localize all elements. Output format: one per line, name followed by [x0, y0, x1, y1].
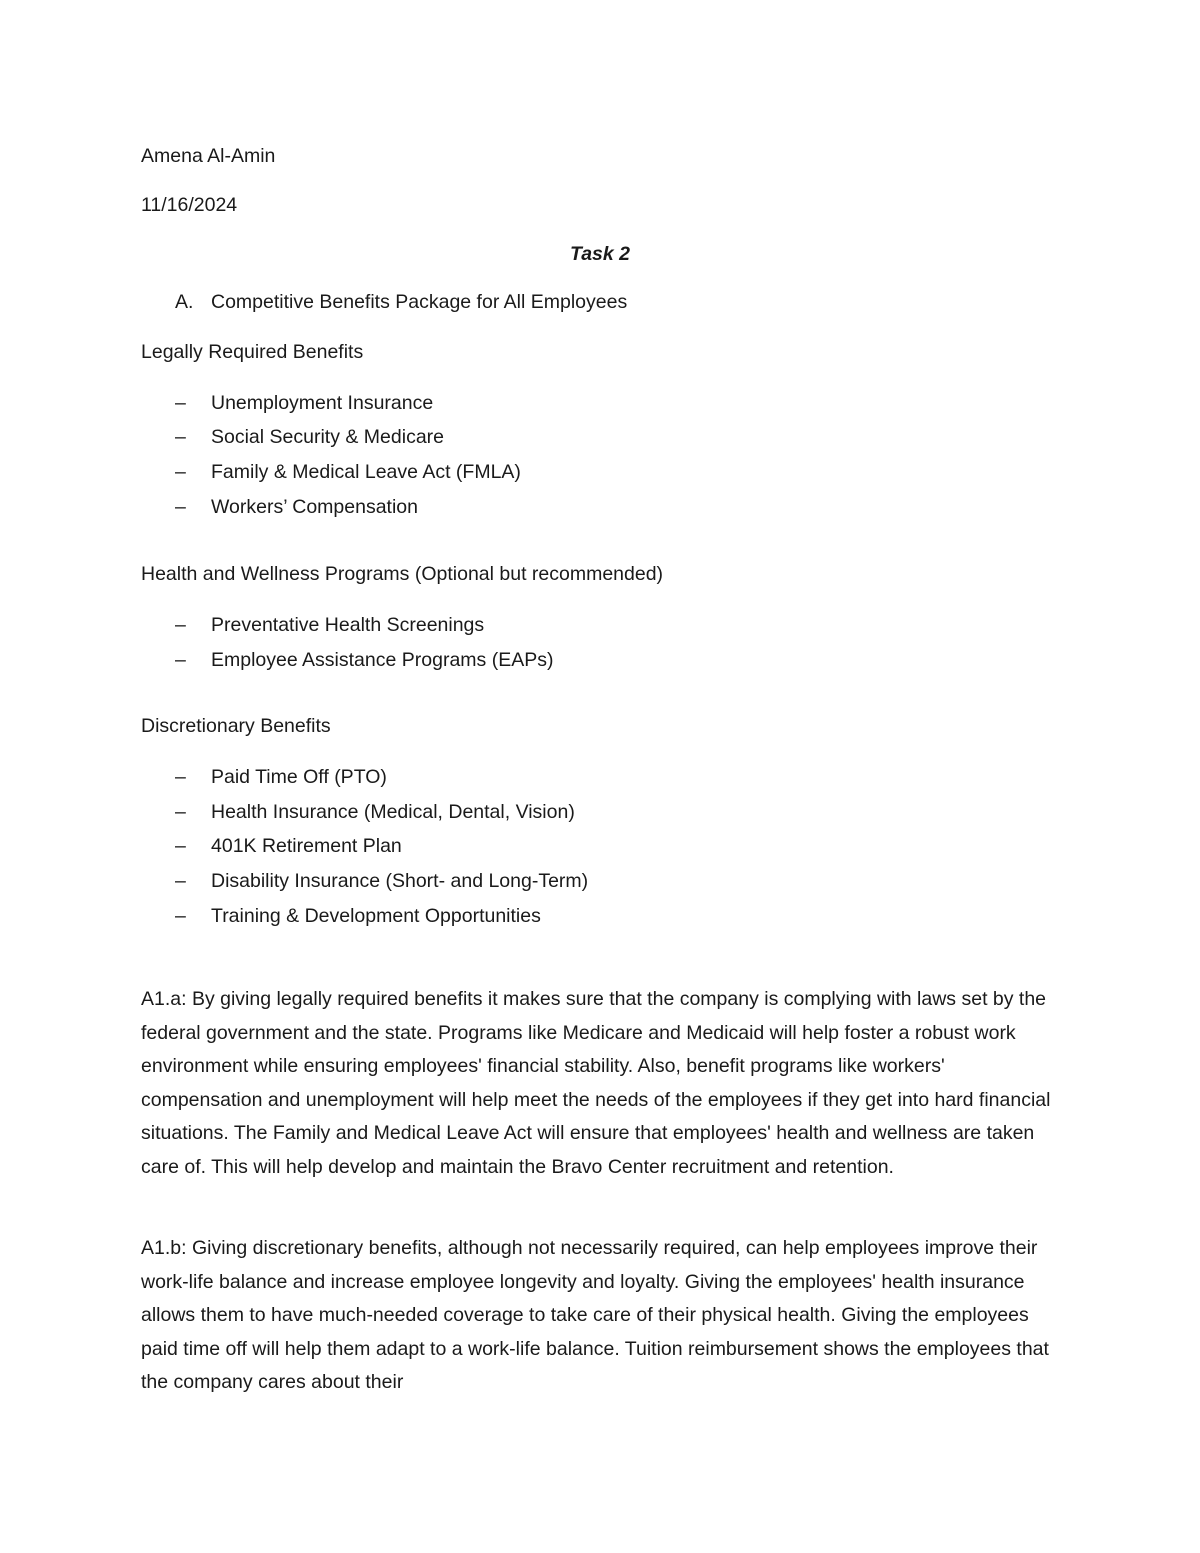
paragraph-a1b: A1.b: Giving discretionary benefits, although not necessarily required, can help employees improve their work-life balance and increase employee longevity and loyalty. Giving the employees' health insurance allows them to have much-needed coverage to take care of their physical health. Giving the employees paid time off will help them adapt to a work-life balance. Tuition reimbursement shows the employees that the company cares about their [141, 1237, 1049, 1393]
list-item-text: Training & Development Opportunities [211, 905, 541, 927]
list-item-text: Family & Medical Leave Act (FMLA) [211, 461, 521, 483]
bullet-dash: – [175, 649, 186, 671]
list-item-text: Unemployment Insurance [211, 392, 434, 414]
list-item-text: 401K Retirement Plan [211, 835, 402, 857]
section-a-title: Competitive Benefits Package for All Employees [211, 291, 628, 313]
bullet-dash: – [175, 426, 186, 448]
bullet-dash: – [175, 870, 186, 892]
bullet-dash: – [175, 392, 186, 414]
list-item-text: Disability Insurance (Short- and Long-Term) [211, 870, 589, 892]
bullet-dash: – [175, 496, 186, 518]
document-title: Task 2 [570, 243, 630, 265]
bullet-dash: – [175, 835, 186, 857]
list-item-text: Employee Assistance Programs (EAPs) [211, 649, 554, 671]
list-item-text: Health Insurance (Medical, Dental, Vision) [211, 801, 575, 823]
author-name: Amena Al-Amin [141, 145, 276, 167]
bullet-dash: – [175, 801, 186, 823]
document-date: 11/16/2024 [141, 194, 238, 216]
health-wellness-heading: Health and Wellness Programs (Optional but recommended) [141, 563, 664, 585]
bullet-dash: – [175, 766, 186, 788]
legally-required-heading: Legally Required Benefits [141, 341, 364, 363]
list-item-text: Social Security & Medicare [211, 426, 445, 448]
list-item-text: Preventative Health Screenings [211, 614, 485, 636]
paragraph-a1a: A1.a: By giving legally required benefits it makes sure that the company is complying with laws set by the federal government and the state. Programs like Medicare and Medicaid will help foster a robust work environment while ensuring employees' financial stability. Also, benefit programs like workers' compensation and unemployment will help meet the needs of the employees if they get into hard financial situations. The Family and Medical Leave Act will ensure that employees' health and wellness are taken care of. This will help develop and maintain the Bravo Center recruitment and retention. [141, 988, 1051, 1178]
discretionary-heading: Discretionary Benefits [141, 715, 331, 737]
section-a-marker: A. [175, 291, 194, 313]
bullet-dash: – [175, 905, 186, 927]
list-item-text: Workers’ Compensation [211, 496, 418, 518]
bullet-dash: – [175, 614, 186, 636]
bullet-dash: – [175, 461, 186, 483]
list-item-text: Paid Time Off (PTO) [211, 766, 387, 788]
